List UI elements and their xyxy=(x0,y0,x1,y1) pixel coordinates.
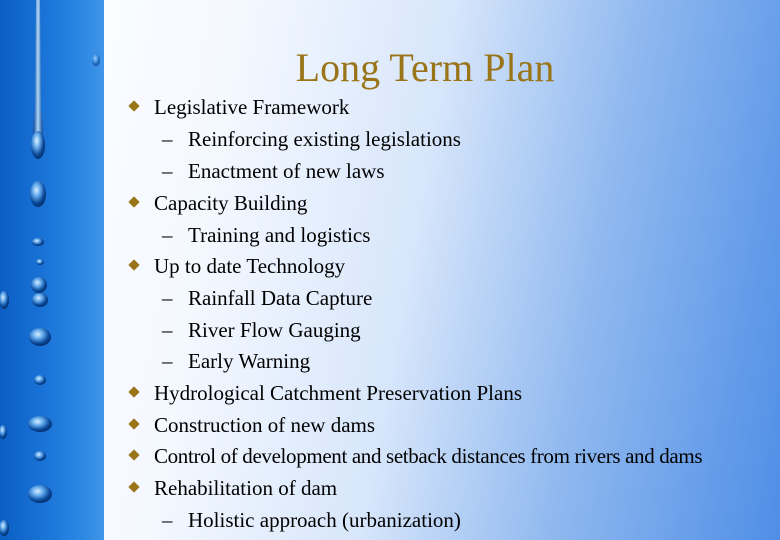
dash-icon: – xyxy=(162,508,173,532)
diamond-bullet-icon xyxy=(128,418,139,429)
sub-bullet-item xyxy=(162,158,385,184)
dash-icon: – xyxy=(162,318,173,342)
dash-icon: – xyxy=(162,286,173,310)
diamond-bullet-icon xyxy=(128,386,139,397)
diamond-bullet-icon xyxy=(128,196,139,207)
dash-icon: – xyxy=(162,159,173,183)
sub-bullet-text: Holistic approach (urbanization) xyxy=(188,508,461,532)
bullet-item: Up to date Technology xyxy=(154,254,346,278)
bullet-item: Control of development and setback distances from rivers and dams xyxy=(154,444,703,468)
bullet-item: Hydrological Catchment Preservation Plans xyxy=(154,381,523,405)
sub-bullet-item xyxy=(162,507,461,533)
sub-bullet-text: Rainfall Data Capture xyxy=(188,286,373,310)
sub-bullet-item xyxy=(162,126,461,152)
sub-bullet-text: Enactment of new laws xyxy=(188,159,385,183)
diamond-bullet-icon xyxy=(128,259,139,270)
sub-bullet-text: River Flow Gauging xyxy=(188,318,361,342)
bullet-item: Legislative Framework xyxy=(154,95,350,119)
sub-bullet-item xyxy=(162,317,361,343)
diamond-bullet-icon xyxy=(128,449,139,460)
dash-icon: – xyxy=(162,223,173,247)
sub-bullet-item xyxy=(162,285,372,311)
diamond-bullet-icon xyxy=(128,100,139,111)
bullet-item: Capacity Building xyxy=(154,191,308,215)
bullet-item: Construction of new dams xyxy=(154,413,376,437)
dash-icon: – xyxy=(162,127,173,151)
sub-bullet-item xyxy=(162,222,370,248)
diamond-bullet-icon xyxy=(128,481,139,492)
bullet-item: Rehabilitation of dam xyxy=(154,476,338,500)
dash-icon: – xyxy=(162,349,173,373)
slide-title: Long Term Plan xyxy=(295,45,555,90)
sub-bullet-item xyxy=(162,348,310,374)
sub-bullet-text: Training and logistics xyxy=(188,223,371,247)
sub-bullet-text: Early Warning xyxy=(188,349,311,373)
sub-bullet-text: Reinforcing existing legislations xyxy=(188,127,461,151)
